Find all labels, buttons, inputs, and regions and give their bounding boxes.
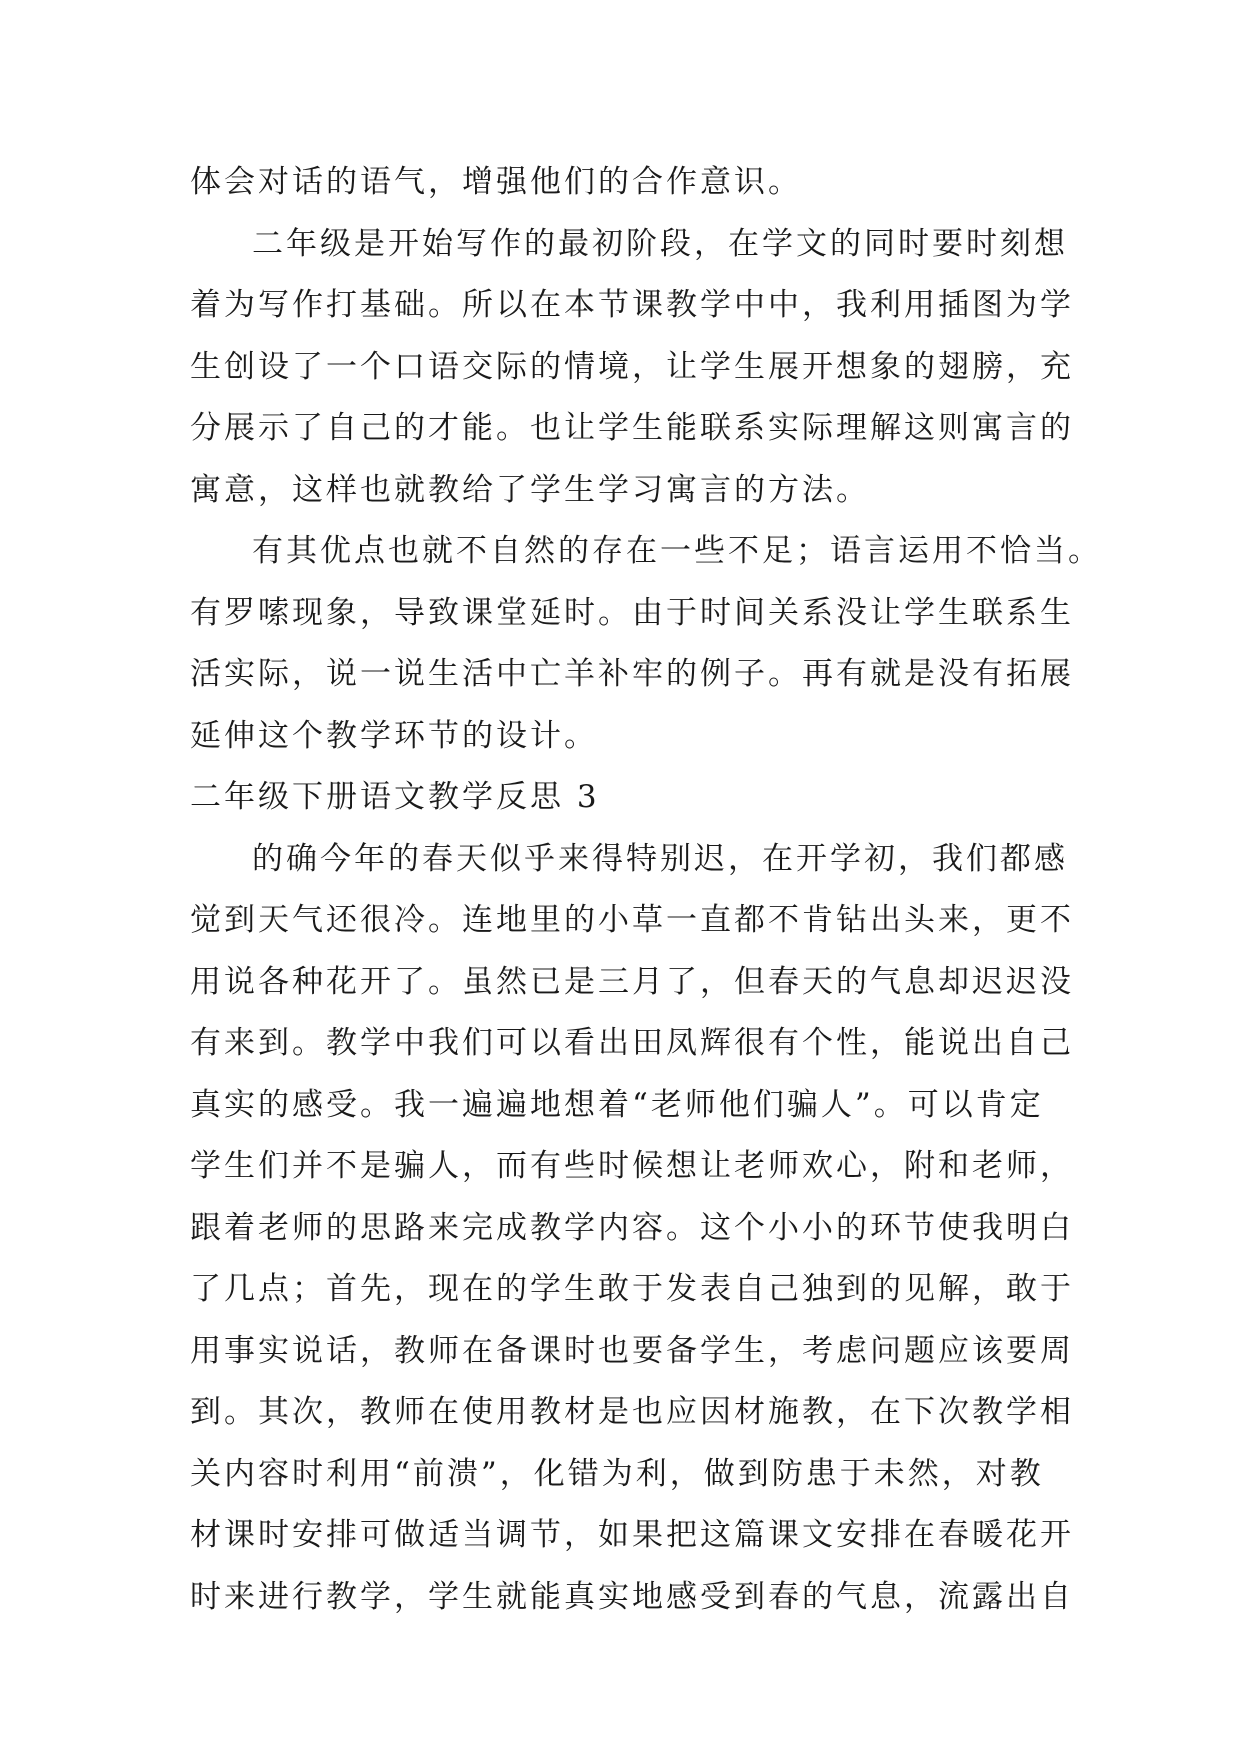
paragraph-line: 了几点；首先，现在的学生敢于发表自己独到的见解，敢于	[190, 1271, 1074, 1307]
paragraph-line: 材课时安排可做适当调节，如果把这篇课文安排在春暖花开	[190, 1517, 1074, 1553]
paragraph-line: 有来到。教学中我们可以看出田凤辉很有个性，能说出自己	[190, 1025, 1074, 1061]
paragraph-line: 体会对话的语气，增强他们的合作意识。	[190, 164, 802, 200]
paragraph-line: 用说各种花开了。虽然已是三月了，但春天的气息却迟迟没	[190, 963, 1074, 1000]
paragraph-line: 活实际，说一说生活中亡羊补牢的例子。再有就是没有拓展	[190, 656, 1074, 692]
paragraph-line: 着为写作打基础。所以在本节课教学中中，我利用插图为学	[190, 287, 1074, 323]
paragraph-line: 有罗嗦现象，导致课堂延时。由于时间关系没让学生联系生	[190, 594, 1074, 631]
paragraph-line: 学生们并不是骗人，而有些时候想让老师欢心，附和老师，	[190, 1148, 1074, 1184]
paragraph-line: 真实的感受。我一遍遍地想着“老师他们骗人”。可以肯定	[190, 1086, 1044, 1123]
paragraph-line: 觉到天气还很冷。连地里的小草一直都不肯钻出头来，更不	[190, 902, 1074, 938]
paragraph-line: 二年级是开始写作的最初阶段，在学文的同时要时刻想	[252, 225, 1068, 262]
paragraph-line: 到。其次，教师在使用教材是也应因材施教，在下次教学相	[190, 1394, 1074, 1430]
paragraph-line: 寓意，这样也就教给了学生学习寓言的方法。	[190, 471, 870, 508]
section-heading: 二年级下册语文教学反思 3	[190, 779, 600, 815]
paragraph-line: 用事实说话，教师在备课时也要备学生，考虑问题应该要周	[190, 1332, 1074, 1369]
document-body	[190, 152, 1102, 1628]
paragraph-line: 跟着老师的思路来完成教学内容。这个小小的环节使我明白	[190, 1209, 1074, 1246]
paragraph-line: 分展示了自己的才能。也让学生能联系实际理解这则寓言的	[190, 410, 1074, 446]
paragraph-line: 的确今年的春天似乎来得特别迟，在开学初，我们都感	[252, 840, 1068, 877]
paragraph-line: 延伸这个教学环节的设计。	[190, 717, 598, 754]
paragraph-line: 有其优点也就不自然的存在一些不足；语言运用不恰当。	[252, 533, 1102, 569]
paragraph-line: 关内容时利用“前溃”，化错为利，做到防患于未然，对教	[190, 1455, 1044, 1492]
paragraph-line: 时来进行教学，学生就能真实地感受到春的气息，流露出自	[190, 1578, 1074, 1615]
paragraph-line: 生创设了一个口语交际的情境，让学生展开想象的翅膀，充	[190, 348, 1074, 385]
